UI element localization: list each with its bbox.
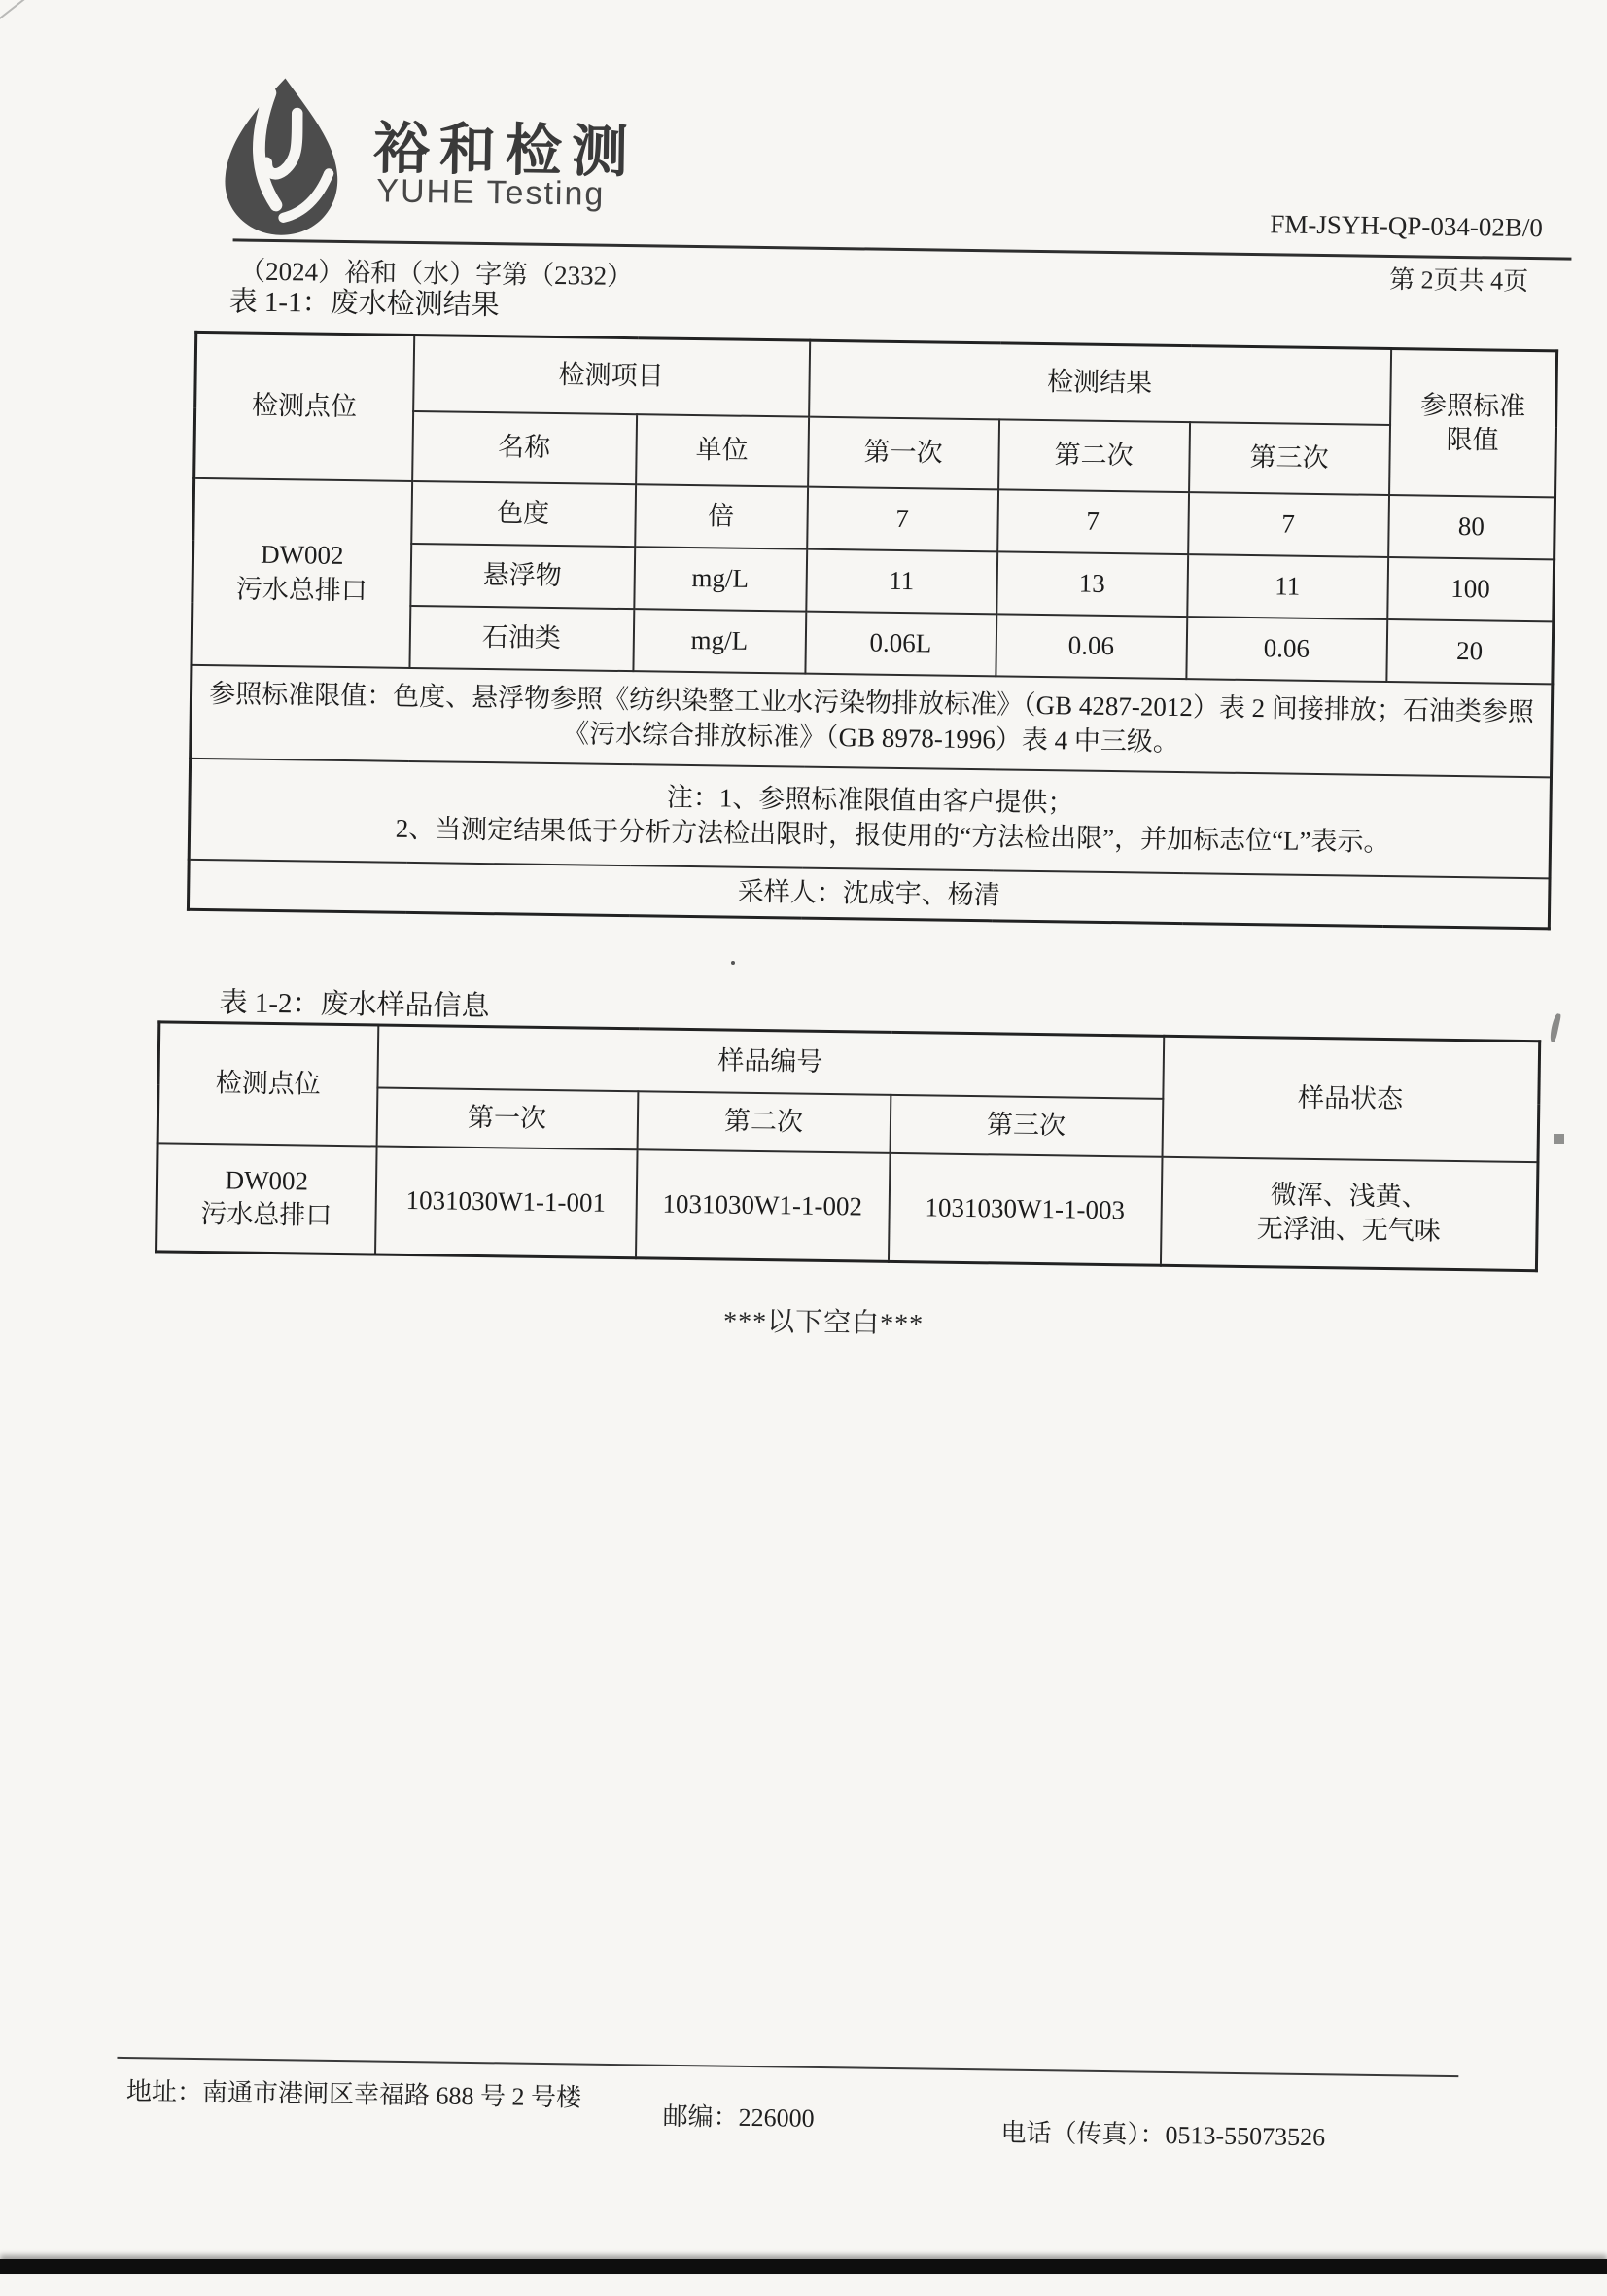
result-cell: 7 (807, 486, 998, 551)
monitor-point-code: DW002 (225, 1165, 309, 1196)
footer-phone: 电话（传真）：0513-55073526 (1000, 2118, 1326, 2152)
th-test-item-group: 检测项目 (413, 335, 810, 416)
result-cell: 11 (1187, 554, 1388, 619)
th-result-group: 检测结果 (809, 340, 1391, 424)
company-name-cn: 裕和检测 (372, 117, 639, 185)
footer-address: 地址：南通市港闸区幸福路 688 号 2 号楼 (125, 2077, 582, 2112)
item-name-cell: 石油类 (409, 605, 634, 670)
table-row (195, 332, 1557, 427)
note-line-2: 2、当测定结果低于分析方法检出限时，报使用的“方法检出限”，并加标志位“L”表示。 (395, 813, 1390, 857)
form-code: FM-JSYH-QP-034-02B/0 (1270, 209, 1544, 243)
th-first: 第一次 (376, 1087, 638, 1149)
th-monitor-point: 检测点位 (194, 332, 414, 480)
table1-title: 表 1-1：废水检测结果 (228, 286, 500, 322)
sample-id-cell: 1031030W1-1-001 (375, 1146, 638, 1258)
table2-title: 表 1-2：废水样品信息 (219, 987, 490, 1023)
limit-cell: 80 (1388, 494, 1555, 558)
sample-status-cell (1160, 1156, 1538, 1270)
table-row (189, 758, 1551, 878)
limit-cell: 20 (1386, 618, 1554, 683)
th-item-unit: 单位 (636, 414, 809, 486)
company-logo-icon (219, 74, 345, 239)
result-cell: 7 (997, 489, 1189, 554)
sample-info-table (155, 1020, 1541, 1272)
th-monitor-point: 检测点位 (157, 1022, 378, 1146)
item-unit-cell: mg/L (633, 609, 806, 673)
doc-number: （2024）裕和（水）字第（2332） (238, 256, 634, 292)
notes-cell (189, 758, 1551, 878)
th-item-name: 名称 (412, 410, 637, 483)
note-line-1: 注：1、参照标准限值由客户提供； (666, 783, 1074, 818)
scan-dot-artifact (731, 961, 735, 965)
footer-postcode: 邮编：226000 (662, 2102, 815, 2133)
item-unit-cell: mg/L (634, 547, 807, 611)
monitor-point-cell (157, 1143, 377, 1254)
table2-wrapper (155, 1020, 1541, 1272)
th-second: 第二次 (637, 1091, 891, 1153)
result-cell: 0.06L (805, 611, 996, 676)
item-name-cell: 色度 (411, 480, 636, 546)
result-cell: 13 (996, 551, 1188, 617)
sample-id-cell: 1031030W1-1-003 (888, 1152, 1162, 1265)
table-row (158, 1022, 1540, 1104)
th-ref-limit (1389, 349, 1557, 497)
th-second: 第二次 (998, 419, 1190, 492)
monitor-point-name: 污水总排口 (200, 1199, 332, 1231)
result-cell: 0.06 (1186, 617, 1387, 682)
limit-cell: 100 (1387, 556, 1555, 620)
th-ref-limit-line1: 参照标准 (1419, 390, 1526, 421)
th-sample-status: 样品状态 (1162, 1036, 1540, 1161)
sample-status-line2: 无浮油、无气味 (1256, 1214, 1441, 1247)
item-name-cell: 悬浮物 (410, 543, 635, 608)
monitor-point-name: 污水总排口 (235, 573, 368, 605)
monitor-point-cell (192, 477, 412, 667)
scanner-edge-shadow (0, 2259, 1607, 2274)
th-third: 第三次 (1189, 422, 1390, 495)
wastewater-results-table (187, 331, 1558, 931)
th-first: 第一次 (808, 416, 999, 489)
sample-id-cell: 1031030W1-1-002 (636, 1149, 891, 1262)
reference-note-cell: 参照标准限值：色度、悬浮物参照《纺织染整工业水污染物排放标准》（GB 4287-2012）表 2 间接排放；石油类参照《污水综合排放标准》（GB 8978-1996）表 4 中三级。 (191, 664, 1553, 777)
sample-status-line1: 微浑、浅黄、 (1270, 1180, 1428, 1212)
page-number: 第 2页共 4页 (1388, 265, 1529, 296)
th-sample-id-group: 样品编号 (377, 1025, 1164, 1098)
company-name-en: YUHE Testing (376, 172, 606, 213)
result-cell: 0.06 (996, 614, 1187, 679)
th-third: 第三次 (890, 1094, 1163, 1156)
monitor-point-code: DW002 (260, 540, 344, 571)
sampler-cell: 采样人：沈成宇、杨清 (188, 859, 1550, 929)
table1-wrapper (187, 331, 1558, 931)
scan-edge-smudge (1554, 1134, 1564, 1144)
table-row (157, 1143, 1538, 1271)
item-unit-cell: 倍 (635, 484, 808, 548)
th-ref-limit-line2: 限值 (1446, 424, 1499, 455)
blank-below-note: ***以下空白*** (722, 1306, 925, 1340)
result-cell: 11 (806, 548, 997, 614)
result-cell: 7 (1188, 492, 1389, 557)
